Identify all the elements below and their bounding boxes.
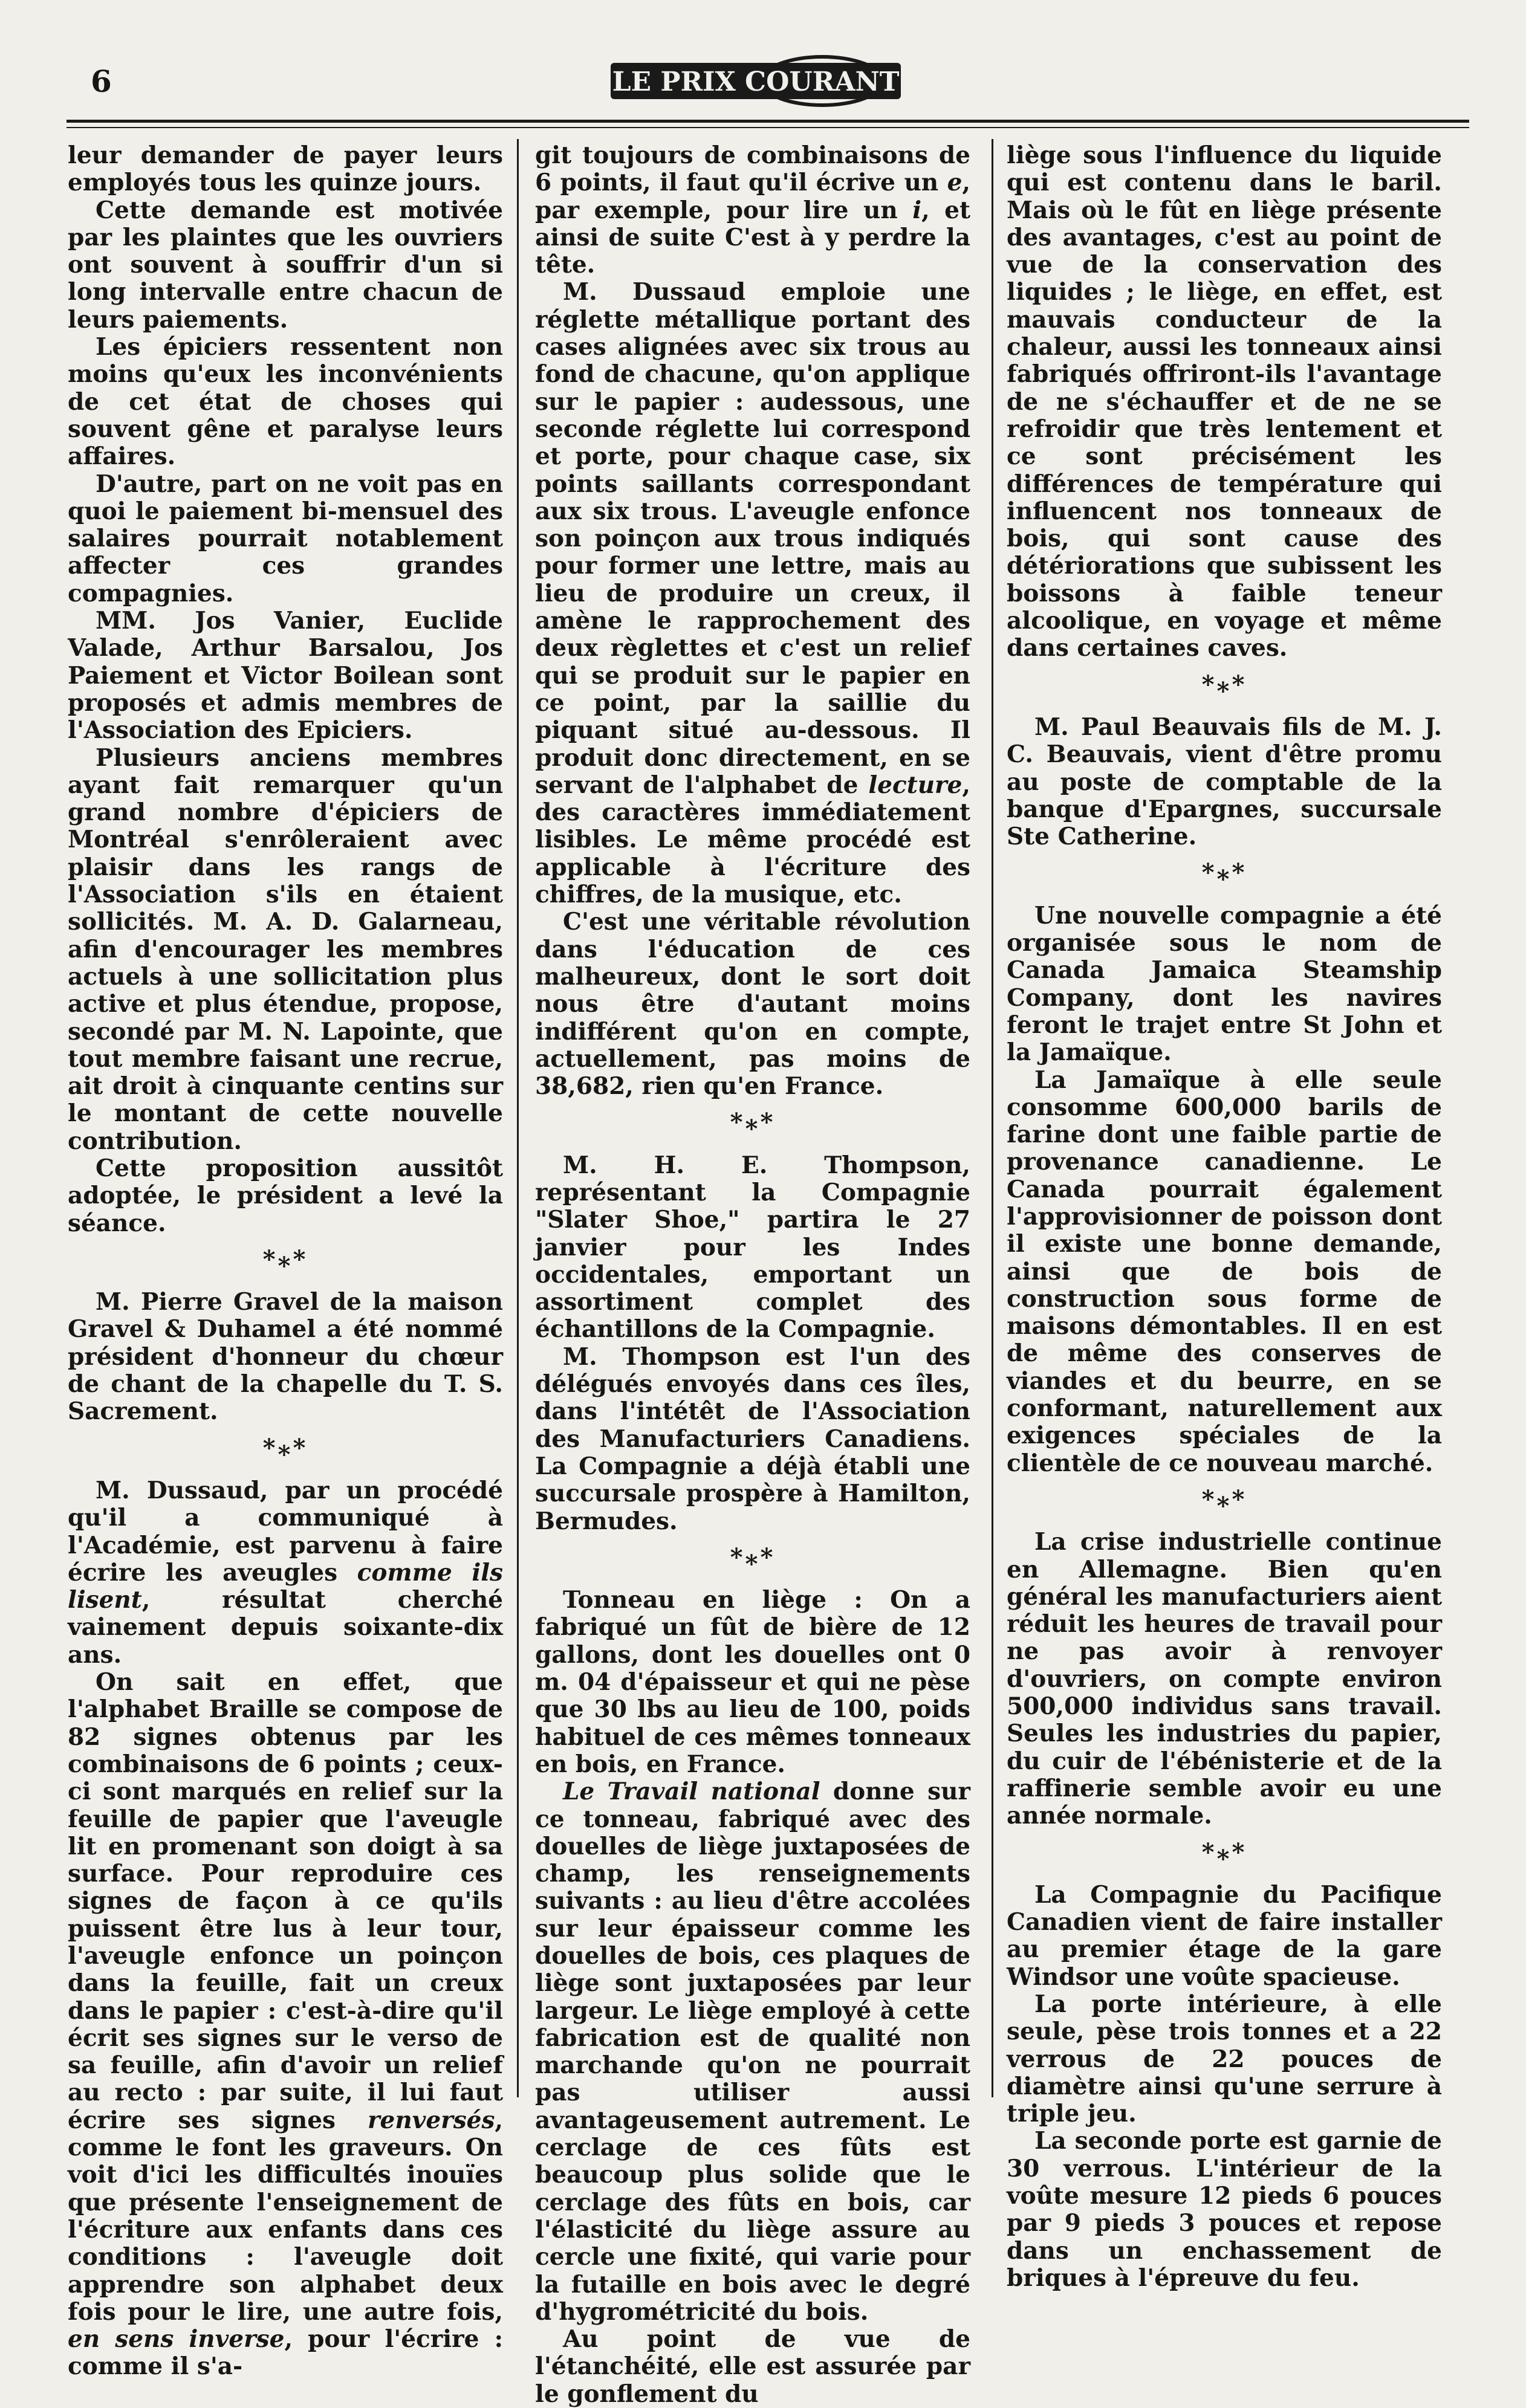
paragraph: Au point de vue de l'étanchéité, elle est assurée par le gonflement du xyxy=(535,2325,970,2408)
paragraph: C'est une véritable révolution dans l'éducation de ces malheureux, dont le sort doit nous être d'autant moins indifférent qu'on en compte, actuellement, pas moins de 38,682, rien qu'en France. xyxy=(535,908,970,1101)
paragraph: La porte intérieure, à elle seule, pèse trois tonnes et a 22 verrous de 22 pouces de diamètre ainsi qu'une serrure à triple jeu. xyxy=(1007,1990,1442,2128)
section-separator-stars: *⁎* xyxy=(262,1433,308,1462)
header-rule-thin xyxy=(67,127,1469,128)
text-run: M. Dussaud, par un procédé qu'il a communiqué à l'Académie, est parvenu à faire écrire les aveugles xyxy=(68,1476,503,1587)
paragraph: MM. Jos Vanier, Euclide Valade, Arthur Barsalou, Jos Paiement et Victor Boilean sont proposés et admis membres de l'Association des Epiciers. xyxy=(68,607,503,745)
column-2 xyxy=(535,141,970,2408)
italic-text: lecture xyxy=(868,771,963,799)
italic-text: comme ils lisent xyxy=(68,1558,503,1614)
paragraph: La seconde porte est garnie de 30 verrous. L'intérieur de la voûte mesure 12 pieds 6 pouces par 9 pieds 3 pouces et repose dans un enchassement de briques à l'épreuve du feu. xyxy=(1007,2127,1442,2292)
section-separator-stars: *⁎* xyxy=(730,1108,776,1137)
paragraph: Une nouvelle compagnie a été organisée sous le nom de Canada Jamaica Steamship Company, dont les navires feront le trajet entre St John et la Jamaïque. xyxy=(1007,901,1442,1067)
text-run: , comme le font les graveurs. On voit d'ici les difficultés inouïes que présente l'enseignement de l'écriture aux enfants dans ces conditions : l'aveugle doit apprendre son alphabet deux fois pour le lire, une autre fois, xyxy=(68,2106,503,2326)
text-run: , des caractères immédiatement lisibles. Le même procédé est applicable à l'écriture des chiffres, de la musique, etc. xyxy=(535,771,970,909)
masthead-logo-art xyxy=(605,50,907,110)
paragraph: D'autre, part on ne voit pas en quoi le paiement bi-mensuel des salaires pourrait notablement affecter ces grandes compagnies. xyxy=(68,470,503,607)
italic-text: e xyxy=(947,169,963,197)
paragraph xyxy=(68,1477,503,1669)
masthead-logo xyxy=(605,50,907,110)
header-rule xyxy=(67,120,1469,123)
paragraph: La Jamaïque à elle seule consomme 600,000 barils de farine dont une faible partie de provenance canadienne. Le Canada pourrait également l'approvisionner de poisson dont il existe une bonne demande, ainsi que de bois de construction sous forme de maisons démontables. Il en est de même des conserves de viandes et du beurre, en se conformant, naturellement aux exigences spéciales de la clientèle de ce nouveau marché. xyxy=(1007,1066,1442,1477)
section-separator-stars: *⁎* xyxy=(1201,1837,1247,1866)
page-number: 6 xyxy=(91,63,112,99)
column-divider-1 xyxy=(517,139,519,2097)
paragraph xyxy=(535,1778,970,2326)
paragraph: La Compagnie du Pacifique Canadien vient de faire installer au premier étage de la gare Windsor une voûte spacieuse. xyxy=(1007,1880,1442,1991)
column-divider-2 xyxy=(992,139,993,2097)
italic-text: en sens inverse xyxy=(68,2325,285,2354)
paragraph: M. Pierre Gravel de la maison Gravel & Duhamel a été nommé président d'honneur du chœur de chant de la chapelle du T. S. Sacrement. xyxy=(68,1288,503,1426)
column-3 xyxy=(1007,141,1442,2292)
text-run: M. Dussaud emploie une réglette métallique portant des cases alignées avec six trous au fond de chacune, qu'on applique sur le papier : audessous, une seconde réglette lui correspond et porte, pour chaque case, six points saillants correspondant aux six trous. L'aveugle enfonce son poinçon aux trous indiqués pour former une lettre, mais au lieu de produire un creux, il amène le rapprochement des deux règlettes et c'est un relief qui se produit sur le papier en ce point, par la saillie du piquant situé au-dessous. Il produit donc directement, en se servant de l'alphabet de xyxy=(535,278,970,799)
section-separator-stars: *⁎* xyxy=(730,1542,776,1571)
text-run: , par exemple, pour lire un xyxy=(535,169,970,224)
paragraph: Cette demande est motivée par les plaintes que les ouvriers ont souvent à souffrir d'un si long intervalle entre chacun de leurs paiements. xyxy=(68,196,503,334)
text-run: git toujours de combinaisons de 6 points, il faut qu'il écrive un xyxy=(535,141,970,197)
section-separator-stars: *⁎* xyxy=(262,1244,308,1274)
masthead-text: LE PRIX COURANT xyxy=(612,66,900,97)
paragraph: Cette proposition aussitôt adoptée, le président a levé la séance. xyxy=(68,1154,503,1237)
paragraph: Tonneau en liège : On a fabriqué un fût de bière de 12 gallons, dont les douelles ont 0 m. 04 d'épaisseur et qui ne pèse que 30 lbs au lieu de 100, poids habituel de ces mêmes tonneaux en bois, en France. xyxy=(535,1586,970,1778)
paragraph: M. H. E. Thompson, représentant la Compagnie "Slater Shoe," partira le 27 janvier pour les Indes occidentales, emportant un assortiment complet des échantillons de la Compagnie. xyxy=(535,1151,970,1344)
text-run: , pour l'écrire : comme il s'a- xyxy=(68,2325,503,2381)
paragraph xyxy=(535,279,970,908)
paragraph: M. Paul Beauvais fils de M. J. C. Beauvais, vient d'être promu au poste de comptable de la banque d'Epargnes, succursale Ste Catherine. xyxy=(1007,713,1442,851)
italic-text: i xyxy=(912,196,922,224)
section-separator-stars: *⁎* xyxy=(1201,1484,1247,1513)
column-1 xyxy=(68,141,503,2381)
section-separator-stars: *⁎* xyxy=(1201,858,1247,887)
paragraph: M. Thompson est l'un des délégués envoyés dans ces îles, dans l'intétêt de l'Association des Manufacturiers Canadiens. La Compagnie a déjà établi une succursale prospère à Hamilton, Bermudes. xyxy=(535,1342,970,1535)
paragraph: leur demander de payer leurs employés tous les quinze jours. xyxy=(68,141,503,197)
italic-text: renversés xyxy=(367,2106,495,2134)
paragraph xyxy=(535,142,970,279)
paragraph: Les épiciers ressentent non moins qu'eux les inconvénients de cet état de choses qui souvent gêne et paralyse leurs affaires. xyxy=(68,333,503,471)
text-run: On sait en effet, que l'alphabet Braille se compose de 82 signes obtenus par les combinaisons de 6 points ; ceux-ci sont marqués en relief sur la feuille de papier que l'aveugle lit en promenant son doigt à sa surface. Pour reproduire ces signes de façon à ce qu'ils puissent être lus à leur tour, l'aveugle enfonce un poinçon dans la feuille, fait un creux dans le papier : c'est-à-dire qu'il écrit ses signes sur le verso de sa feuille, afin d'avoir un relief au recto : par suite, il lui faut écrire ses signes xyxy=(68,1668,503,2134)
paragraph: Plusieurs anciens membres ayant fait remarquer qu'un grand nombre d'épiciers de Montréal s'enrôleraient avec plaisir dans les rangs de l'Association s'ils en étaient sollicités. M. A. D. Galarneau, afin d'encourager les membres actuels à une sollicitation plus active et plus étendue, propose, secondé par M. N. Lapointe, que tout membre faisant une recrue, ait droit à cinquante centins sur le montant de cette nouvelle contribution. xyxy=(68,743,503,1155)
text-run: , et ainsi de suite C'est à y perdre la tête. xyxy=(535,196,970,279)
section-separator-stars: *⁎* xyxy=(1201,670,1247,699)
paragraph xyxy=(68,1669,503,2381)
paragraph: La crise industrielle continue en Allemagne. Bien qu'en général les manufacturiers aient réduit les heures de travail pour ne pas avoir à renvoyer d'ouvriers, on compte environ 500,000 individus sans travail. Seules les industries du papier, du cuir de l'ébénisterie et de la raffinerie semble avoir eu une année normale. xyxy=(1007,1528,1442,1830)
text-run: , résultat cherché vainement depuis soixante-dix ans. xyxy=(68,1586,503,1669)
text-run: donne sur ce tonneau, fabriqué avec des douelles de liège juxtaposées de champ, les renseignements suivants : au lieu d'être accolées sur leur épaisseur comme les douelles de bois, ces plaques de liège sont juxtaposées par leur largeur. Le liège employé à cette fabrication est de qualité non marchande qu'on ne pourrait pas utiliser aussi avantageusement autrement. Le cerclage de ces fûts est beaucoup plus solide que le cerclage des fûts en bois, car l'élasticité du liège assure au cercle une fixité, qui varie pour la futaille en bois avec le degré d'hygrométricité du bois. xyxy=(535,1778,970,2326)
italic-text: Le Travail national xyxy=(563,1778,820,1806)
paragraph: liège sous l'influence du liquide qui est contenu dans le baril. Mais où le fût en liège présente des avantages, c'est au point de vue de la conservation des liquides ; le liège, en effet, est mauvais conducteur de la chaleur, aussi les tonneaux ainsi fabriqués offriront-ils l'avantage de ne s'échauffer et de ne se refroidir que très lentement et ce sont précisément les différences de température qui influencent nos tonneaux de bois, qui sont cause des détériorations que subissent les boissons à faible teneur alcoolique, en voyage et même dans certaines caves. xyxy=(1007,141,1442,662)
